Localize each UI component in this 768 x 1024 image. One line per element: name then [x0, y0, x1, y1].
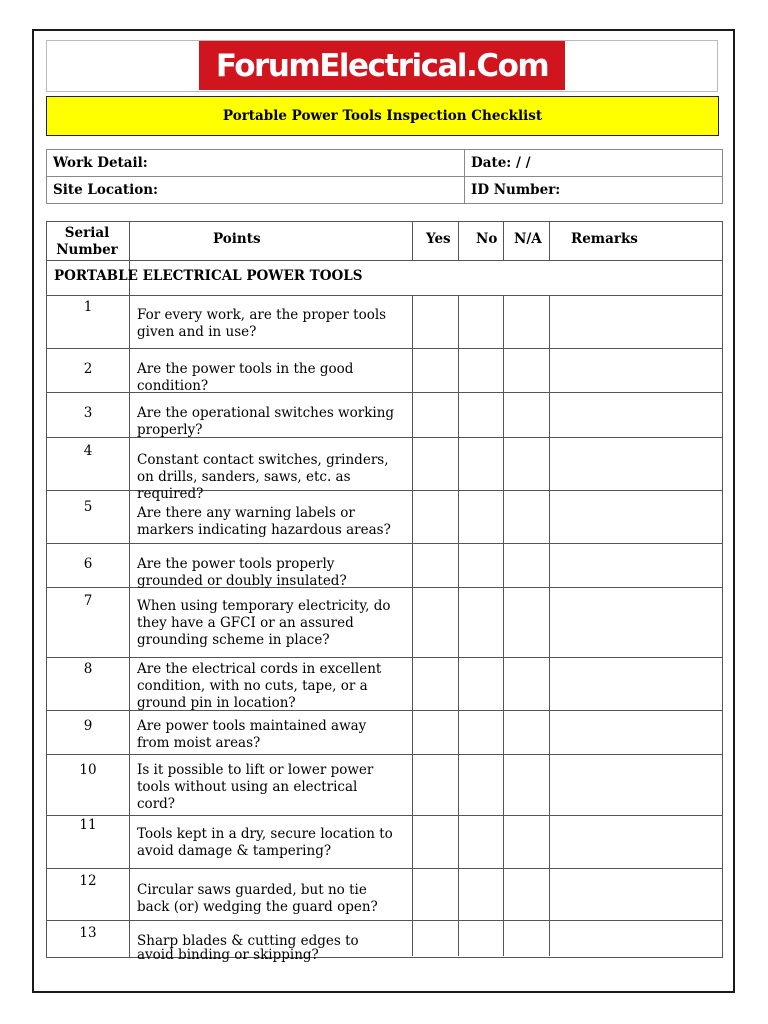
row-number: 11	[79, 817, 97, 833]
row-number: 6	[83, 556, 93, 572]
header-na: N/A	[514, 231, 542, 247]
work-detail-field[interactable]: Work Detail:	[47, 150, 465, 177]
column-divider	[412, 221, 413, 261]
brand-logo: ForumElectrical.Com	[199, 41, 565, 90]
row-divider	[46, 920, 723, 921]
row-number: 7	[83, 593, 93, 609]
header-no: No	[476, 231, 498, 247]
checklist-question: Are power tools maintained away from moist areas?	[137, 718, 367, 751]
checklist-title: Portable Power Tools Inspection Checklist	[46, 96, 719, 136]
checklist-question: Sharp blades & cutting edges to avoid binding or skipping?	[137, 933, 359, 963]
column-divider	[503, 221, 504, 261]
header-serial: Serial Number	[56, 225, 118, 258]
row-number: 12	[79, 873, 97, 889]
row-divider	[46, 543, 723, 544]
column-divider	[129, 221, 130, 957]
header-points: Points	[213, 231, 261, 247]
checklist-question: Are the electrical cords in excellent condition, with no cuts, tape, or a ground pin in location?	[137, 661, 382, 711]
section-title: PORTABLE ELECTRICAL POWER TOOLS	[54, 268, 363, 284]
row-divider	[46, 348, 723, 349]
column-divider	[503, 295, 504, 956]
column-divider	[412, 295, 413, 956]
row-number: 5	[83, 499, 93, 515]
row-number: 10	[79, 762, 97, 778]
row-divider	[46, 260, 723, 261]
header-yes: Yes	[426, 231, 451, 247]
row-divider	[46, 657, 723, 658]
header-remarks: Remarks	[571, 231, 638, 247]
checklist-question: Circular saws guarded, but no tie back (or) wedging the guard open?	[137, 882, 378, 915]
info-table	[46, 149, 723, 204]
checklist-question: Are the power tools properly grounded or doubly insulated?	[137, 556, 347, 589]
checklist-question: Tools kept in a dry, secure location to avoid damage & tampering?	[137, 826, 393, 859]
checklist-question: When using temporary electricity, do they have a GFCI or an assured grounding scheme in place?	[137, 598, 391, 648]
checklist-question: Are the operational switches working properly?	[137, 405, 395, 438]
row-number: 2	[83, 361, 93, 377]
row-divider	[46, 815, 723, 816]
checklist-question: Are the power tools in the good condition?	[137, 361, 354, 394]
column-divider	[458, 221, 459, 261]
column-divider	[549, 221, 550, 261]
column-divider	[458, 295, 459, 956]
row-divider	[46, 754, 723, 755]
row-number: 9	[83, 718, 93, 734]
column-divider	[549, 295, 550, 956]
site-location-field[interactable]: Site Location:	[47, 177, 465, 204]
date-field[interactable]: Date: / /	[465, 150, 723, 177]
checklist-question: Is it possible to lift or lower power tools without using an electrical cord?	[137, 762, 374, 812]
checklist-question: Are there any warning labels or markers indicating hazardous areas?	[137, 505, 391, 538]
row-number: 13	[79, 925, 97, 941]
row-number: 4	[83, 443, 93, 459]
checklist-question: For every work, are the proper tools given and in use?	[137, 307, 387, 340]
row-divider	[46, 868, 723, 869]
checklist-question: Constant contact switches, grinders, on drills, sanders, saws, etc. as required?	[137, 452, 389, 502]
row-number: 3	[83, 405, 93, 421]
id-number-field[interactable]: ID Number:	[465, 177, 723, 204]
row-number: 1	[83, 299, 93, 315]
row-divider	[46, 295, 723, 296]
row-number: 8	[83, 661, 93, 677]
